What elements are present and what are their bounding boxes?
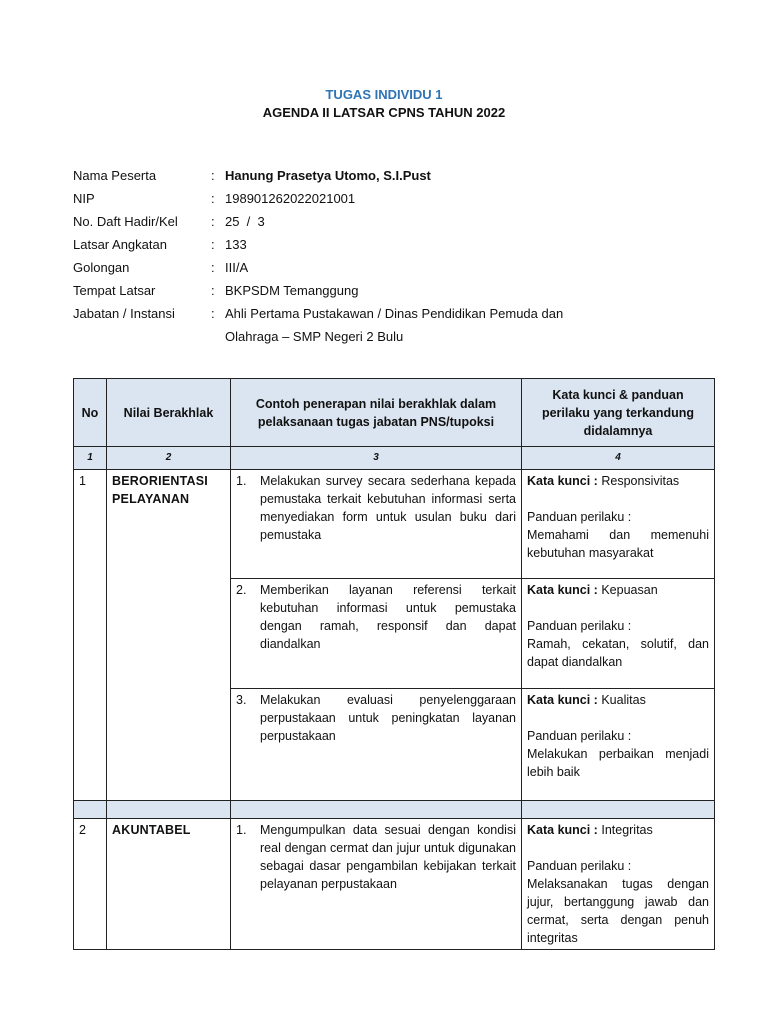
info-value: Hanung Prasetya Utomo, S.I.Pust [225, 168, 431, 183]
col-number: 1 [74, 447, 107, 470]
item-number: 1. [236, 823, 247, 837]
info-label: Tempat Latsar [73, 283, 156, 298]
panduan-label: Panduan perilaku : [527, 729, 632, 743]
row-number: 2 [74, 819, 107, 950]
info-row-attendance [73, 213, 605, 236]
panduan-value: Melaksanakan tugas dengan jujur, bertanggung jawab dan cermat, serta dengan penuh integritas [527, 877, 709, 945]
info-value: III/A [225, 260, 249, 275]
kata-kunci-value: Integritas [601, 823, 653, 837]
values-table [73, 378, 715, 950]
item-number: 3. [236, 693, 247, 707]
info-row-name [73, 167, 605, 190]
kata-kunci-label: Kata kunci : [527, 823, 598, 837]
info-row-rank [73, 259, 605, 282]
panduan-label: Panduan perilaku : [527, 619, 632, 633]
participant-info [73, 167, 605, 351]
info-value: 198901262022021001 [225, 191, 356, 206]
info-colon: : [211, 283, 215, 298]
info-colon: : [211, 306, 215, 321]
kata-cell [522, 689, 715, 801]
kata-kunci-value: Kepuasan [601, 583, 658, 597]
info-label: NIP [73, 191, 95, 206]
document-subtitle: AGENDA II LATSAR CPNS TAHUN 2022 [262, 105, 506, 120]
info-value-line1: Ahli Pertama Pustakawan / Dinas Pendidikan Pemuda dan [225, 306, 564, 321]
column-number-row [74, 447, 715, 470]
info-row-position [73, 305, 605, 351]
kata-kunci-value: Responsivitas [601, 474, 680, 488]
table-row [74, 819, 715, 950]
info-label: No. Daft Hadir/Kel [73, 214, 178, 229]
kata-cell [522, 470, 715, 579]
contoh-cell [231, 470, 522, 579]
header-contoh: Contoh penerapan nilai berakhlak dalam pelaksanaan tugas jabatan PNS/tupoksi [231, 379, 522, 447]
info-row-nip [73, 190, 605, 213]
row-nilai: AKUNTABEL [107, 819, 231, 950]
info-value [225, 305, 605, 351]
header-kata-kunci: Kata kunci & panduan perilaku yang terkandung didalamnya [522, 379, 715, 447]
row-number: 1 [74, 470, 107, 801]
info-label: Nama Peserta [73, 168, 157, 183]
kata-kunci-label: Kata kunci : [527, 693, 598, 707]
item-text: Memberikan layanan referensi terkait kebutuhan informasi untuk pemustaka dengan ramah, responsif dan dapat diandalkan [260, 583, 516, 651]
row-nilai: BERORIENTASI PELAYANAN [107, 470, 231, 801]
info-colon: : [211, 237, 215, 252]
table-header-row [74, 379, 715, 447]
col-number: 4 [522, 447, 715, 470]
info-label: Latsar Angkatan [73, 237, 167, 252]
panduan-value: Melakukan perbaikan menjadi lebih baik [527, 747, 709, 779]
contoh-cell [231, 579, 522, 689]
info-colon: : [211, 214, 215, 229]
item-number: 2. [236, 583, 247, 597]
separator-row [74, 801, 715, 819]
info-colon: : [211, 191, 215, 206]
info-value: 25 / 3 [225, 214, 265, 229]
header-no: No [74, 379, 107, 447]
panduan-label: Panduan perilaku : [527, 510, 632, 524]
kata-cell [522, 579, 715, 689]
kata-kunci-value: Kualitas [601, 693, 646, 707]
item-text: Melakukan survey secara sederhana kepada pemustaka terkait kebutuhan informasi serta menyediakan form untuk usulan buku dari pemustaka [260, 474, 516, 542]
info-label: Golongan [73, 260, 130, 275]
info-value: BKPSDM Temanggung [225, 283, 359, 298]
info-value-line2: Olahraga – SMP Negeri 2 Bulu [225, 329, 404, 344]
kata-cell [522, 819, 715, 950]
info-row-batch [73, 236, 605, 259]
item-text: Mengumpulkan data sesuai dengan kondisi real dengan cermat dan jujur untuk digunakan sebagai dasar pengambilan kebijakan terkait pelayanan perpustakaan [260, 823, 516, 891]
item-number: 1. [236, 474, 247, 488]
kata-kunci-label: Kata kunci : [527, 474, 598, 488]
info-value: 133 [225, 237, 247, 252]
col-number: 3 [231, 447, 522, 470]
info-colon: : [211, 260, 215, 275]
item-text: Melakukan evaluasi penyelenggaraan perpustakaan untuk peningkatan layanan perpustakaan [260, 693, 516, 743]
table-row [74, 470, 715, 579]
contoh-cell [231, 819, 522, 950]
contoh-cell [231, 689, 522, 801]
col-number: 2 [107, 447, 231, 470]
kata-kunci-label: Kata kunci : [527, 583, 598, 597]
info-row-location [73, 282, 605, 305]
panduan-value: Memahami dan memenuhi kebutuhan masyarakat [527, 528, 709, 560]
header-nilai: Nilai Berakhlak [107, 379, 231, 447]
panduan-value: Ramah, cekatan, solutif, dan dapat diandalkan [527, 637, 709, 669]
panduan-label: Panduan perilaku : [527, 859, 632, 873]
info-label: Jabatan / Instansi [73, 306, 175, 321]
info-colon: : [211, 168, 215, 183]
document-title: TUGAS INDIVIDU 1 [325, 87, 443, 102]
